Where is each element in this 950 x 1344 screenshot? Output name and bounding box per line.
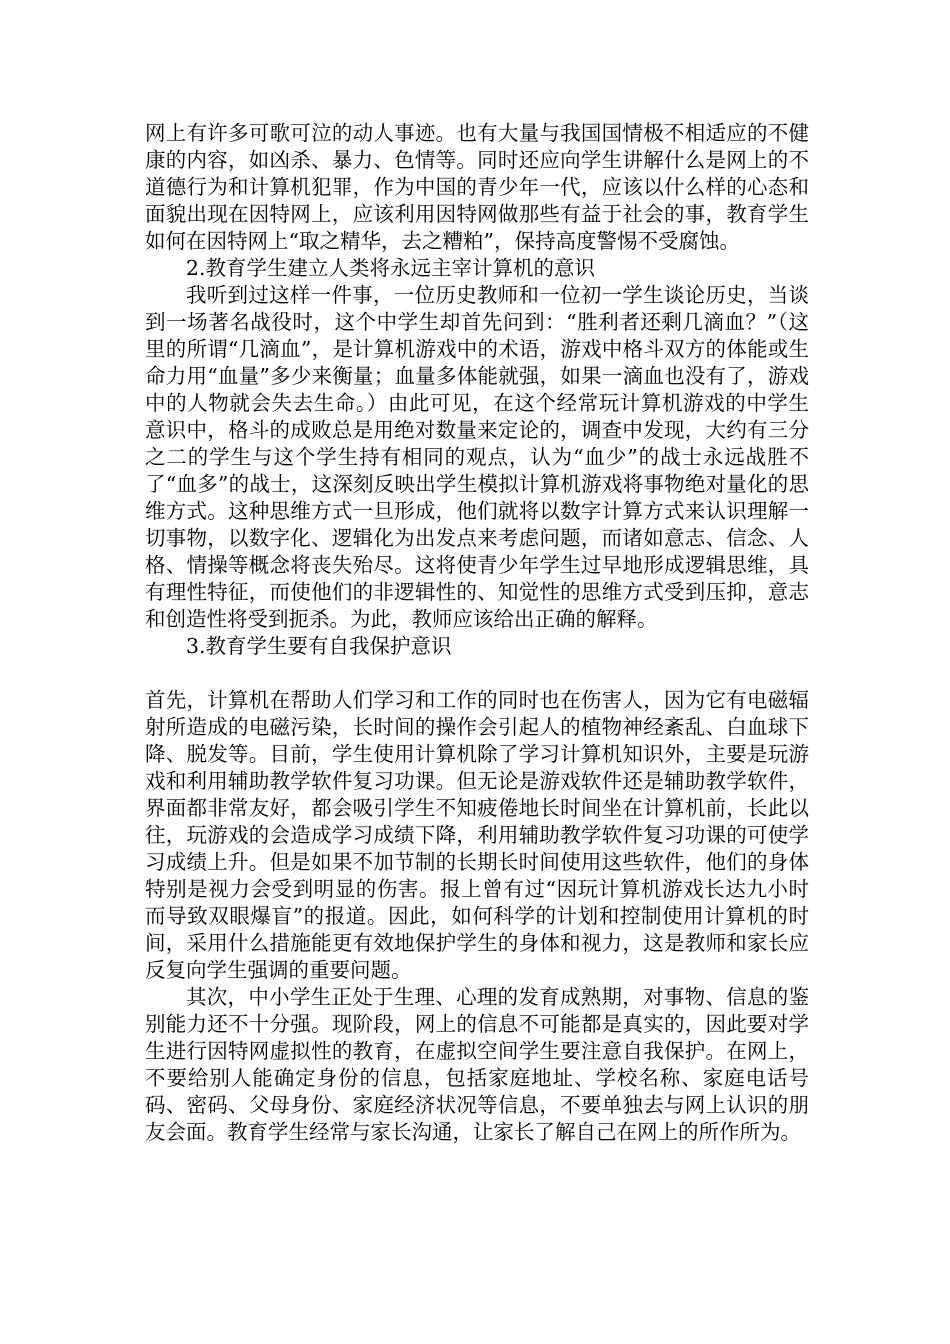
paragraph-game-thinking: 我听到过这样一件事，一位历史教师和一位初一学生谈论历史，当谈到一场著名战役时，这个中学生却首先问到：“胜利者还剩几滴血？”（这里的所谓“几滴血”，是计算机游戏中的术语，游戏中格斗双方的体能或生命力用“血量”多少来衡量；血量多体能就强，如果一滴血也没有了，游戏中的人物就会失去生命。）由此可见，在这个经常玩计算机游戏的中学生意识中，格斗的成败总是用绝对数量来定论的，调查中发现，大约有三分之二的学生与这个学生持有相同的观点，认为“血少”的战士永远战胜不了“血多”的战士，这深刻反映出学生模拟计算机游戏将事物绝对量化的思维方式。这种思维方式一旦形成，他们就将以数字计算方式来认识理解一切事物，以数字化、逻辑化为出发点来考虑问题，而诸如意志、信念、人格、情操等概念将丧失殆尽。这将使青少年学生过早地形成逻辑思维，具有理性特征，而使他们的非逻辑性的、知觉性的思维方式受到压抑，意志和创造性将受到扼杀。为此，教师应该给出正确的解释。 — [145, 283, 809, 631]
section-heading-3: 3.教育学生要有自我保护意识 — [186, 634, 452, 658]
paragraph-online-safety: 其次，中小学生正处于生理、心理的发育成熟期，对事物、信息的鉴别能力还不十分强。现阶段，网上的信息不可能都是真实的，因此要对学生进行因特网虚拟性的教育，在虚拟空间学生要注意自我保护。在网上，不要给别人能确定身份的信息，包括家庭地址、学校名称、家庭电话号码、密码、父母身份、家庭经济状况等信息，不要单独去与网上认识的朋友会面。教育学生经常与家长沟通，让家长了解自己在网上的所作所为。 — [145, 985, 809, 1144]
document-body — [145, 120, 809, 1146]
section-heading-2: 2.教育学生建立人类将永远主宰计算机的意识 — [186, 256, 596, 280]
blank-line — [145, 660, 809, 687]
paragraph-health-protection: 首先，计算机在帮助人们学习和工作的同时也在伤害人，因为它有电磁辐射所造成的电磁污染，长时间的操作会引起人的植物神经紊乱、白血球下降、脱发等。目前，学生使用计算机除了学习计算机知识外，主要是玩游戏和利用辅助教学软件复习功课。但无论是游戏软件还是辅助教学软件，界面都非常友好，都会吸引学生不知疲倦地长时间坐在计算机前，长此以往，玩游戏的会造成学习成绩下降，利用辅助教学软件复习功课的可使学习成绩上升。但是如果不加节制的长期长时间使用这些软件，他们的身体特别是视力会受到明显的伤害。报上曾有过“因玩计算机游戏长达九小时而导致双眼爆盲”的报道。因此，如何科学的计划和控制使用计算机的时间，采用什么措施能更有效地保护学生的身体和视力，这是教师和家长应反复向学生强调的重要问题。 — [145, 688, 809, 982]
paragraph-internet-content: 网上有许多可歌可泣的动人事迹。也有大量与我国国情极不相适应的不健康的内容，如凶杀、暴力、色情等。同时还应向学生讲解什么是网上的不道德行为和计算机犯罪，作为中国的青少年一代，应该以什么样的心态和面貌出现在因特网上，应该利用因特网做那些有益于社会的事，教育学生如何在因特网上“取之精华，去之糟粕”，保持高度警惕不受腐蚀。 — [145, 121, 809, 253]
